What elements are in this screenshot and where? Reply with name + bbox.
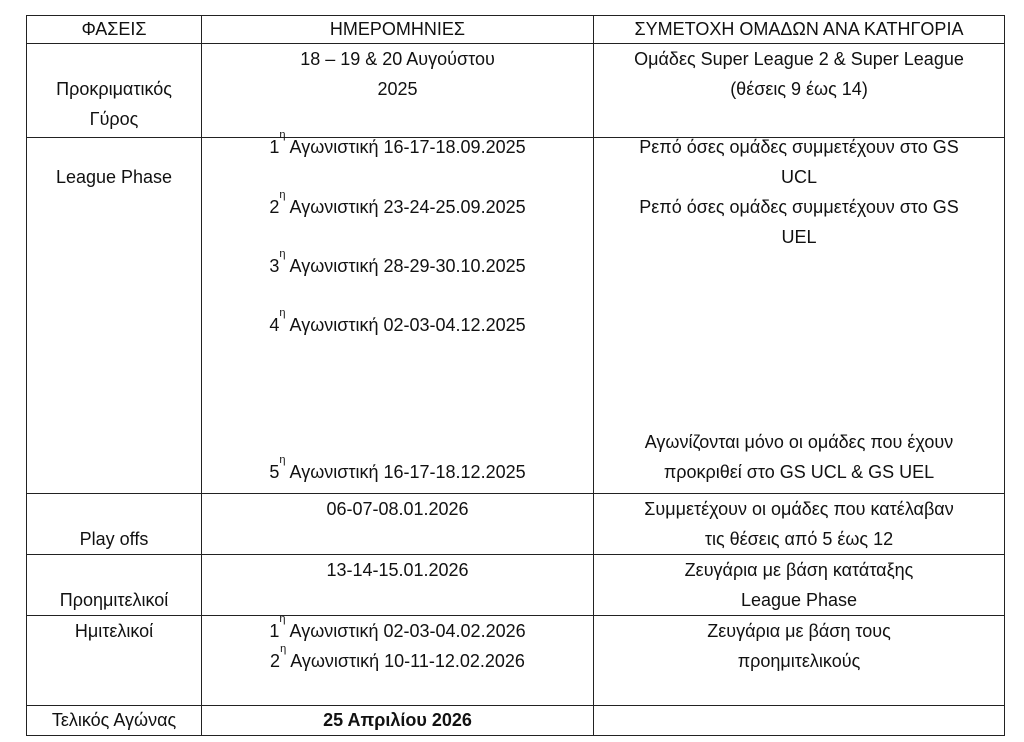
teams-line2: League Phase bbox=[740, 590, 858, 610]
header-teams: ΣΥΜΕΤΟΧΗ ΟΜΑΔΩΝ ΑΝΑ ΚΑΤΗΓΟΡΙΑ bbox=[594, 16, 1005, 44]
phase-cell bbox=[27, 706, 202, 736]
header-row bbox=[27, 16, 1005, 44]
teams-cell bbox=[594, 706, 1005, 736]
table-row-quarterfinals bbox=[27, 555, 1005, 616]
header-dates: ΗΜΕΡΟΜΗΝΙΕΣ bbox=[202, 16, 594, 44]
dates-cell bbox=[202, 613, 594, 706]
phase-cell bbox=[27, 494, 202, 555]
phase-cell bbox=[27, 555, 202, 616]
dates-line2: 2025 bbox=[377, 79, 418, 99]
teams-line2: (θέσεις 9 έως 14) bbox=[730, 79, 868, 99]
matchday-2: $2^\eta$ Αγωνιστική 23-24-25.09.2025 bbox=[269, 189, 526, 217]
dates-line1: 18 – 19 & 20 Αυγούστου bbox=[300, 49, 495, 69]
phase-cell bbox=[27, 616, 202, 706]
dates-cell bbox=[202, 555, 594, 616]
table-row-league bbox=[27, 138, 1005, 494]
teams-line5: Αγωνίζονται μόνο οι ομάδες που έχουν bbox=[644, 432, 954, 452]
teams-cell bbox=[594, 494, 1005, 555]
matchday-5: $5^\eta$ Αγωνιστική 16-17-18.12.2025 bbox=[269, 454, 526, 482]
table-row-qualifying bbox=[27, 44, 1005, 138]
table-row-final bbox=[27, 706, 1005, 736]
teams-line1: Ζευγάρια με βάση κατάταξης bbox=[684, 560, 914, 580]
dates-cell bbox=[202, 129, 594, 494]
phase-label-line1: Προκριματικός bbox=[56, 79, 172, 99]
teams-line2: προημιτελικούς bbox=[737, 651, 861, 671]
dates-line1: 13-14-15.01.2026 bbox=[326, 560, 469, 580]
teams-line4: UEL bbox=[781, 227, 817, 247]
matchday-2: $2^\eta$ Αγωνιστική 10-11-12.02.2026 bbox=[270, 643, 525, 671]
dates-cell bbox=[202, 44, 594, 138]
teams-line1: Συμμετέχουν οι ομάδες που κατέλαβαν bbox=[644, 499, 954, 519]
teams-cell bbox=[594, 555, 1005, 616]
teams-cell bbox=[594, 138, 1005, 494]
dates-line1: 06-07-08.01.2026 bbox=[326, 499, 469, 519]
phase-label: Τελικός Αγώνας bbox=[51, 710, 177, 730]
teams-line3: Ρεπό όσες ομάδες συμμετέχουν στο GS bbox=[639, 197, 959, 217]
phase-label-line2: Γύρος bbox=[89, 109, 139, 129]
table-row-playoffs bbox=[27, 494, 1005, 555]
phase-cell bbox=[27, 44, 202, 138]
teams-line1: Ζευγάρια με βάση τους bbox=[707, 621, 891, 641]
header-phases: ΦΑΣΕΙΣ bbox=[27, 16, 202, 44]
teams-cell bbox=[594, 616, 1005, 706]
phase-label: League Phase bbox=[55, 167, 173, 187]
matchday-4: $4^\eta$ Αγωνιστική 02-03-04.12.2025 bbox=[269, 307, 526, 335]
phase-cell bbox=[27, 138, 202, 494]
table-row-semifinals bbox=[27, 616, 1005, 706]
teams-line1: Ρεπό όσες ομάδες συμμετέχουν στο GS bbox=[639, 137, 959, 157]
teams-line6: προκριθεί στο GS UCL & GS UEL bbox=[663, 462, 935, 482]
dates-cell bbox=[202, 706, 594, 736]
phase-label: Προημιτελικοί bbox=[59, 590, 169, 610]
matchday-1: $1^\eta$ Αγωνιστική 02-03-04.02.2026 bbox=[269, 613, 526, 641]
phase-label: Play offs bbox=[79, 529, 149, 549]
teams-line1: Ομάδες Super League 2 & Super League bbox=[634, 49, 964, 69]
teams-line2: UCL bbox=[780, 167, 817, 187]
schedule-table bbox=[26, 15, 1005, 736]
matchday-3: $3^\eta$ Αγωνιστική 28-29-30.10.2025 bbox=[269, 248, 526, 276]
matchday-1: $1^\eta$ Αγωνιστική 16-17-18.09.2025 bbox=[269, 129, 526, 157]
teams-line2: τις θέσεις από 5 έως 12 bbox=[704, 529, 894, 549]
final-date: 25 Απριλίου 2026 bbox=[323, 710, 472, 730]
dates-cell bbox=[202, 494, 594, 555]
phase-label: Ημιτελικοί bbox=[74, 621, 154, 641]
teams-cell bbox=[594, 44, 1005, 138]
